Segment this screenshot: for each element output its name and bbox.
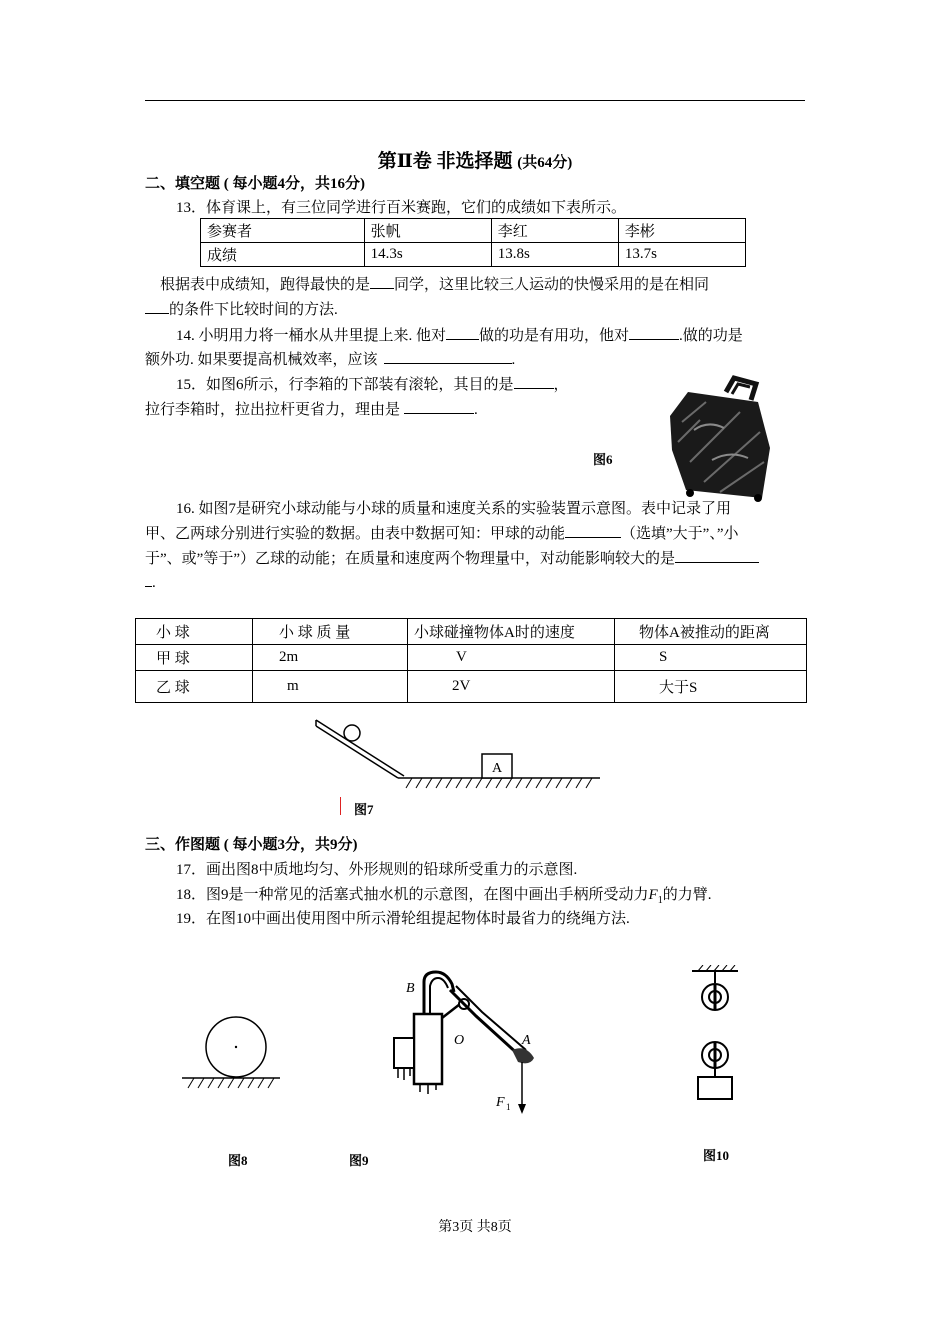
answer-blank[interactable] [514,374,554,389]
q16-line1: 16. 如图7是研究小球动能与小球的质量和速度关系的实验装置示意图。表中记录了用 [176,501,732,517]
section3-heading: 三、作图题 ( 每小题3分，共9分) [145,837,358,853]
q16-line4-text: . [152,575,156,591]
q16-r2-c2: m [253,671,408,703]
ball-figure [180,1010,282,1092]
q18-b: 的力臂. [662,887,712,903]
answer-blank[interactable] [145,572,152,587]
answer-blank[interactable] [404,399,474,414]
q16-r1-c2: 2m [253,645,408,671]
q15-a: 15．如图6所示，行李箱的下部装有滚轮，其目的是 [176,377,514,393]
q13-line3 [145,298,338,319]
q16-r1-c1: 甲 球 [136,645,253,671]
q14-line2-b: . [511,352,516,368]
paper-title [0,146,950,173]
fig9-caption: 图9 [349,1153,369,1168]
q15-line2-b: . [474,402,478,418]
q16-table [135,618,807,703]
fig7-caption: 图7 [354,802,374,817]
title-main: 第Ⅱ卷 非选择题 [377,151,513,172]
fig10-caption: 图10 [703,1148,730,1163]
q13-text: 13．体育课上，有三位同学进行百米赛跑，它们的成绩如下表所示。 [176,200,627,216]
q13-table [200,218,746,267]
q16-r2-c4: 大于S [615,671,807,703]
q16-r2-c1: 乙 球 [136,671,253,703]
fig6-caption: 图6 [593,452,613,467]
q14-b: 做的功是有用功，他对 [479,328,630,344]
q13-header-1: 参赛者 [201,219,365,243]
header-rule [145,100,805,101]
q16-header-2: 小 球 质 量 [253,619,408,645]
answer-blank[interactable] [675,548,759,563]
q15-line2-a: 拉行李箱时，拉出拉杆更省力，理由是 [145,402,401,418]
q13-header-2: 张帆 [364,219,491,243]
page-footer: 第3页 共8页 [438,1220,512,1235]
answer-blank[interactable] [370,274,394,289]
fig8-caption: 图8 [228,1153,248,1168]
q16-line4 [145,572,156,592]
q19-text: 19．在图10中画出使用图中所示滑轮组提起物体时最省力的绕绳方法. [176,911,630,927]
q16-line2-b: （选填”大于”、”小 [621,526,739,542]
q16-header-4: 物体A被推动的距离 [615,619,807,645]
q13-cell-2: 14.3s [364,243,491,267]
pulley-figure [688,965,748,1105]
pump-label-o: O [454,1033,465,1048]
q16-r1-c3: V [408,645,615,671]
q13-line2-a: 根据表中成绩知，跑得最快的是 [160,277,371,293]
answer-blank[interactable] [145,299,169,314]
q15-b: ， [553,377,569,393]
q14-line2-a: 额外功. 如果要提高机械效率，应该 [145,352,378,368]
q15-line2 [145,398,478,419]
q18-text [176,883,711,906]
ramp-figure [312,712,602,792]
pump-label-a: A [522,1033,531,1048]
q16-header-3: 小球碰撞物体A时的速度 [408,619,615,645]
q14-a: 14. 小明用力将一桶水从井里提上来. 他对 [176,328,447,344]
title-score: (共64分) [517,155,573,171]
section2-heading: 二、填空题 ( 每小题4分，共16分) [145,176,365,192]
suitcase-figure [660,372,775,504]
q16-line3 [145,547,759,568]
q13-line3-text: 的条件下比较时间的方法. [169,302,338,318]
q18-a: 18．图9是一种常见的活塞式抽水机的示意图，在图中画出手柄所受动力 [176,887,649,903]
q16-r1-c4: S [615,645,807,671]
q14-line2 [145,348,515,369]
pump-label-f: F [496,1095,505,1110]
red-marker [340,797,341,815]
q15-line1 [176,373,569,394]
q16-line2 [145,522,739,543]
q13-line2-b: 同学，这里比较三人运动的快慢采用的是在相同 [394,277,710,293]
q18-f: F [648,887,658,903]
q17-text: 17．画出图8中质地均匀、外形规则的铅球所受重力的示意图. [176,862,578,878]
q13-header-4: 李彬 [618,219,745,243]
q18-sub: 1 [657,895,663,906]
answer-blank[interactable] [384,349,512,364]
answer-blank[interactable] [565,523,621,538]
pump-label-f-sub: 1 [506,1102,511,1112]
q16-r2-c3: 2V [408,671,615,703]
q13-cell-1: 成绩 [201,243,365,267]
q14-line1 [176,324,743,345]
q13-cell-3: 13.8s [491,243,618,267]
answer-blank[interactable] [446,325,479,340]
q13-cell-4: 13.7s [618,243,745,267]
q13-header-3: 李红 [491,219,618,243]
pump-label-b: B [406,981,415,996]
q13-line2 [160,273,709,294]
pump-figure [380,970,555,1118]
block-a-label: A [491,761,503,776]
q16-line2-a: 甲、乙两球分别进行实验的数据。由表中数据可知：甲球的动能 [145,526,566,542]
q16-header-1: 小 球 [136,619,253,645]
q16-line3-a: 于”、或”等于”）乙球的动能；在质量和速度两个物理量中，对动能影响较大的是 [145,551,675,567]
q14-c: .做的功是 [679,328,743,344]
answer-blank[interactable] [629,325,679,340]
